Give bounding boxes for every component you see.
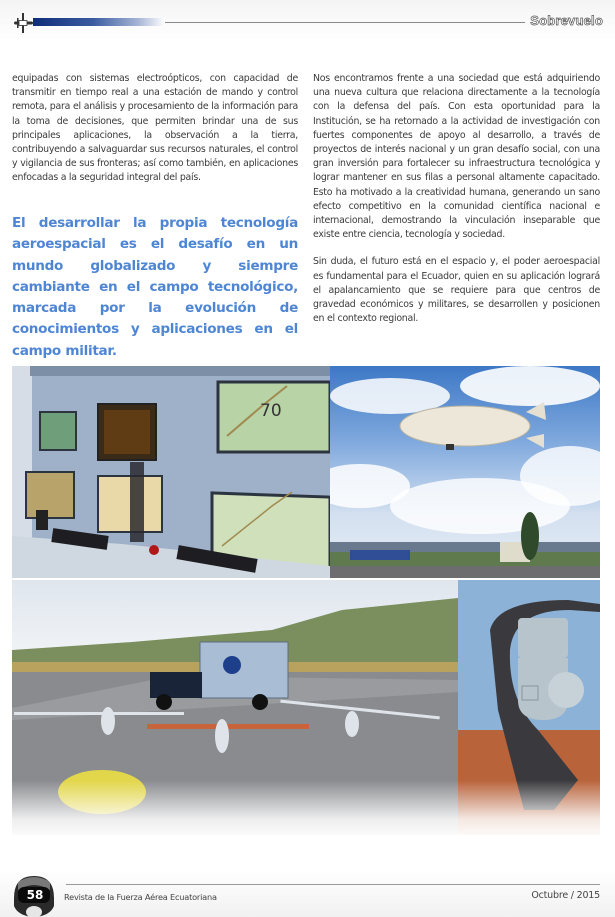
article-right-column [313, 72, 600, 339]
article-paragraph: Sin duda, el futuro está en el espacio y, el poder aeroespacial es fundamental para el Ecuador, quien en su aplicación logrará el apalancamiento que se requiere para que centros de gravedad económicos y militares, se desarrollen y posicionen en el contexto regional. [313, 256, 600, 325]
airplane-icon [12, 12, 34, 34]
control-station-illustration [12, 366, 330, 578]
photo-ground-control-station [12, 366, 330, 578]
section-title: Sobrevuelo [530, 13, 603, 28]
photo-fade-overlay [12, 780, 600, 840]
page-number: 58 [26, 888, 44, 902]
pull-quote: El desarrollar la propia tecnología aeroespacial es el desafío en un mundo globalizado y siempre cambiante en el campo tecnológico, marcada por la evolución de conocimientos y aplicaciones en el campo militar. [12, 215, 298, 359]
footer-divider [66, 884, 600, 885]
magazine-name: Revista de la Fuerza Aérea Ecuatoriana [64, 892, 217, 902]
article-paragraph: Nos encontramos frente a una sociedad que está adquiriendo una nueva cultura que relaciona directamente a la tecnología con la defensa del país. Con esta oportunidad para la Institución, se ha retornado a la actividad de investigación con fuertes componentes de apoyo al desarrollo, a través de proyectos de interés nacional y un gran desafío social, con una gran inversión para fortalecer su infraestructura tecnológica y lograr mantener en sus filas a personal altamente capacitado. Esto ha motivado a la creatividad humana, generando un sano efecto competitivo en la comunidad científica nacional e internacional, demostrando la vinculación inseparable que existe entre ciencia, tecnología y sociedad. [313, 73, 600, 241]
article-left-column [12, 72, 298, 199]
photo-blimp [330, 366, 600, 578]
article-paragraph: equipadas con sistemas electroópticos, con capacidad de transmitir en tiempo real a una estación de mando y control remota, para el análisis y procesamiento de la información para la toma de decisiones, que permiten brindar una de sus principales aplicaciones, la observación a la tierra, contribuyendo a salvaguardar sus recursos naturales, el control y vigilancia de sus fronteras; así como también, en aplicaciones enfocadas a la seguridad integral del país. [12, 73, 298, 184]
header-accent-bar [33, 18, 165, 26]
header-divider [165, 22, 525, 23]
blimp-illustration [330, 366, 600, 578]
issue-date: Octubre / 2015 [531, 890, 600, 901]
map-grid-number: 70 [260, 401, 282, 421]
